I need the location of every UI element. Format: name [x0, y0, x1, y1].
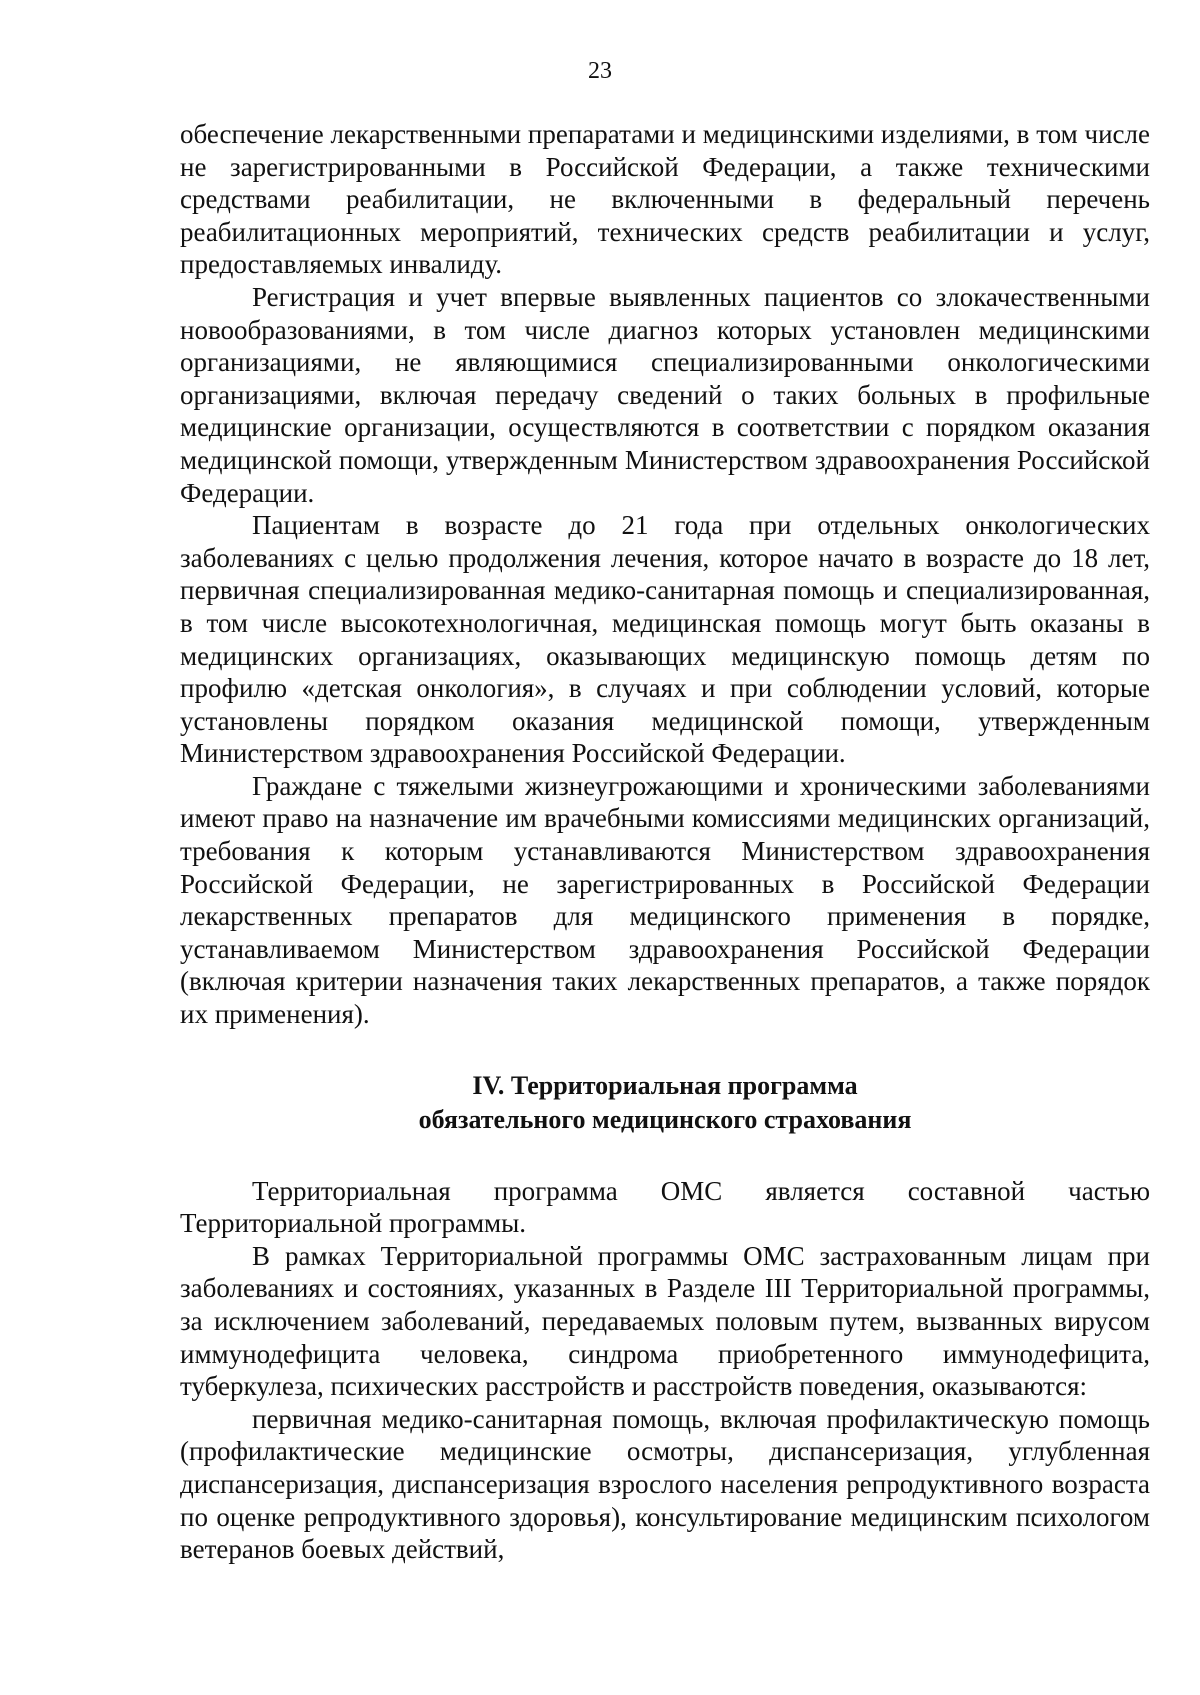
paragraph: В рамках Территориальной программы ОМС застрахованным лицам при заболеваниях и состояниях, указанных в Разделе III Территориальной программы, за исключением заболеваний, передаваемых половым путем, вызванных вирусом иммунодефицита человека, синдрома приобретенного иммунодефицита, туберкулеза, психических расстройств и расстройств поведения, оказываются: [180, 1240, 1150, 1402]
paragraph: Регистрация и учет впервые выявленных пациентов со злокачественными новообразованиями, в том числе диагноз которых установлен медицинскими организациями, не являющимися специализированными онкологическими организациями, включая передачу сведений о таких больных в профильные медицинские организации, осуществляются в соответствии с порядком оказания медицинской помощи, утвержденным Министерством здравоохранения Российской Федерации. [180, 281, 1150, 508]
paragraph: Пациентам в возрасте до 21 года при отдельных онкологических заболеваниях с целью продолжения лечения, которое начато в возрасте до 18 лет, первичная специализированная медико-санитарная помощь и специализированная, в том числе высокотехнологичная, медицинская помощь могут быть оказаны в медицинских организациях, оказывающих медицинскую помощь детям по профилю «детская онкология», в случаях и при соблюдении условий, которые установлены порядком оказания медицинской помощи, утвержденным Министерством здравоохранения Российской Федерации. [180, 510, 1150, 769]
section-title-line: обязательного медицинского страхования [418, 1104, 912, 1134]
section-title-line: IV. Территориальная программа [472, 1070, 858, 1100]
paragraph: первичная медико-санитарная помощь, включая профилактическую помощь (профилактические медицинские осмотры, диспансеризация, углубленная диспансеризация, диспансеризация взрослого населения репродуктивного возраста по оценке репродуктивного здоровья), консультирование медицинским психологом ветеранов боевых действий, [180, 1403, 1150, 1565]
section-heading [180, 1069, 1150, 1137]
page-number: 23 [588, 58, 612, 84]
paragraph: Граждане с тяжелыми жизнеугрожающими и хроническими заболеваниями имеют право на назначение им врачебными комиссиями медицинских организаций, требования к которым устанавливаются Министерством здравоохранения Российской Федерации, не зарегистрированных в Российской Федерации лекарственных препаратов для медицинского применения в порядке, устанавливаемом Министерством здравоохранения Российской Федерации (включая критерии назначения таких лекарственных препаратов, а также порядок их применения). [180, 770, 1150, 1030]
paragraph: Территориальная программа ОМС является составной частью Территориальной программы. [180, 1175, 1150, 1239]
paragraph: обеспечение лекарственными препаратами и медицинскими изделиями, в том числе не зарегистрированными в Российской Федерации, а также техническими средствами реабилитации, не включенными в федеральный перечень реабилитационных мероприятий, технических средств реабилитации и услуг, предоставляемых инвалиду. [180, 119, 1150, 280]
document-body [180, 118, 1150, 1566]
